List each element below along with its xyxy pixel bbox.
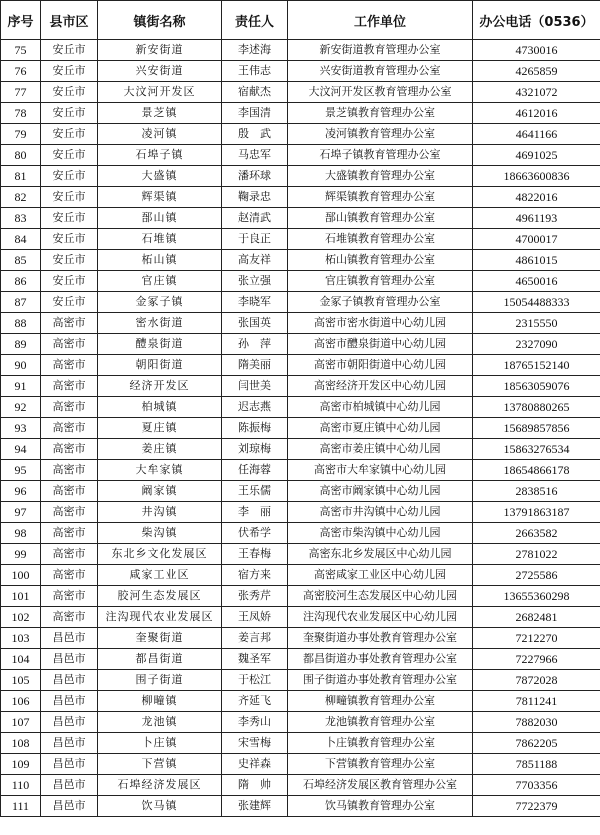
cell-town: 金冢子镇 (98, 292, 222, 313)
cell-town: 景芝镇 (98, 103, 222, 124)
cell-unit: 石埠经济发展区教育管理办公室 (288, 775, 473, 796)
header-phone: 办公电话（0536） (473, 1, 600, 40)
cell-person: 齐延飞 (222, 691, 288, 712)
cell-phone: 4641166 (473, 124, 600, 145)
table-row (1, 628, 600, 649)
cell-unit: 高密市柴沟镇中心幼儿园 (288, 523, 473, 544)
cell-person: 宿方来 (222, 565, 288, 586)
cell-index: 75 (1, 40, 41, 61)
cell-town: 大牟家镇 (98, 460, 222, 481)
cell-town: 石堆镇 (98, 229, 222, 250)
cell-county: 高密市 (41, 313, 98, 334)
header-index: 序号 (1, 1, 41, 40)
cell-unit: 石埠子镇教育管理办公室 (288, 145, 473, 166)
cell-phone: 7872028 (473, 670, 600, 691)
cell-unit: 柳疃镇教育管理办公室 (288, 691, 473, 712)
table-row (1, 607, 600, 628)
cell-phone: 18663600836 (473, 166, 600, 187)
cell-county: 昌邑市 (41, 796, 98, 817)
cell-phone: 15054488333 (473, 292, 600, 313)
cell-phone: 2315550 (473, 313, 600, 334)
cell-index: 101 (1, 586, 41, 607)
cell-phone: 18765152140 (473, 355, 600, 376)
cell-index: 84 (1, 229, 41, 250)
cell-index: 110 (1, 775, 41, 796)
cell-town: 郚山镇 (98, 208, 222, 229)
cell-county: 昌邑市 (41, 691, 98, 712)
cell-person: 王伟志 (222, 61, 288, 82)
table-row (1, 82, 600, 103)
cell-county: 安丘市 (41, 82, 98, 103)
cell-person: 史祥森 (222, 754, 288, 775)
cell-town: 龙池镇 (98, 712, 222, 733)
cell-person: 宋雪梅 (222, 733, 288, 754)
cell-county: 昌邑市 (41, 712, 98, 733)
cell-person: 魏圣军 (222, 649, 288, 670)
cell-index: 102 (1, 607, 41, 628)
cell-county: 安丘市 (41, 292, 98, 313)
table-row (1, 418, 600, 439)
cell-town: 石埠子镇 (98, 145, 222, 166)
cell-phone: 7212270 (473, 628, 600, 649)
table-row (1, 754, 600, 775)
cell-town: 辉渠镇 (98, 187, 222, 208)
cell-town: 下营镇 (98, 754, 222, 775)
table-row (1, 544, 600, 565)
cell-town: 胶河生态发展区 (98, 586, 222, 607)
cell-index: 88 (1, 313, 41, 334)
cell-index: 94 (1, 439, 41, 460)
header-unit: 工作单位 (288, 1, 473, 40)
cell-person: 赵清武 (222, 208, 288, 229)
cell-index: 87 (1, 292, 41, 313)
cell-phone: 2838516 (473, 481, 600, 502)
cell-person: 张建辉 (222, 796, 288, 817)
cell-phone: 2725586 (473, 565, 600, 586)
table-row (1, 712, 600, 733)
cell-index: 93 (1, 418, 41, 439)
cell-phone: 7862205 (473, 733, 600, 754)
cell-unit: 高密经济开发区中心幼儿园 (288, 376, 473, 397)
cell-town: 官庄镇 (98, 271, 222, 292)
cell-person: 李国清 (222, 103, 288, 124)
table-row (1, 775, 600, 796)
cell-person: 隋 帅 (222, 775, 288, 796)
cell-county: 高密市 (41, 334, 98, 355)
header-person: 责任人 (222, 1, 288, 40)
cell-index: 111 (1, 796, 41, 817)
table-row (1, 523, 600, 544)
cell-phone: 4861015 (473, 250, 600, 271)
cell-unit: 景芝镇教育管理办公室 (288, 103, 473, 124)
cell-index: 80 (1, 145, 41, 166)
cell-phone: 4650016 (473, 271, 600, 292)
cell-town: 大汶河开发区 (98, 82, 222, 103)
cell-unit: 郚山镇教育管理办公室 (288, 208, 473, 229)
cell-county: 安丘市 (41, 145, 98, 166)
cell-phone: 13791863187 (473, 502, 600, 523)
cell-county: 昌邑市 (41, 754, 98, 775)
table-row (1, 439, 600, 460)
cell-phone: 15689857856 (473, 418, 600, 439)
cell-person: 鞠录忠 (222, 187, 288, 208)
cell-phone: 2781022 (473, 544, 600, 565)
table-body (1, 40, 600, 817)
cell-phone: 4822016 (473, 187, 600, 208)
cell-index: 89 (1, 334, 41, 355)
header-town: 镇街名称 (98, 1, 222, 40)
table-row (1, 208, 600, 229)
cell-index: 90 (1, 355, 41, 376)
cell-unit: 注沟现代农业发展区中心幼儿园 (288, 607, 473, 628)
cell-person: 伏希学 (222, 523, 288, 544)
cell-phone: 7722379 (473, 796, 600, 817)
cell-index: 104 (1, 649, 41, 670)
cell-person: 李述海 (222, 40, 288, 61)
table-row (1, 166, 600, 187)
table-row (1, 229, 600, 250)
cell-unit: 高密市密水街道中心幼儿园 (288, 313, 473, 334)
cell-county: 高密市 (41, 460, 98, 481)
cell-county: 高密市 (41, 355, 98, 376)
cell-county: 高密市 (41, 481, 98, 502)
cell-index: 77 (1, 82, 41, 103)
cell-county: 昌邑市 (41, 649, 98, 670)
cell-town: 柴沟镇 (98, 523, 222, 544)
table-row (1, 376, 600, 397)
cell-unit: 兴安街道教育管理办公室 (288, 61, 473, 82)
cell-person: 马忠军 (222, 145, 288, 166)
cell-town: 经济开发区 (98, 376, 222, 397)
table-row (1, 145, 600, 166)
cell-phone: 2682481 (473, 607, 600, 628)
cell-person: 于良正 (222, 229, 288, 250)
table-row (1, 460, 600, 481)
cell-index: 103 (1, 628, 41, 649)
cell-town: 咸家工业区 (98, 565, 222, 586)
cell-unit: 奎聚街道办事处教育管理办公室 (288, 628, 473, 649)
cell-person: 闫世美 (222, 376, 288, 397)
cell-person: 李晓军 (222, 292, 288, 313)
cell-town: 大盛镇 (98, 166, 222, 187)
table-row (1, 187, 600, 208)
cell-phone: 7227966 (473, 649, 600, 670)
cell-unit: 高密市大牟家镇中心幼儿园 (288, 460, 473, 481)
cell-person: 王乐儒 (222, 481, 288, 502)
cell-county: 安丘市 (41, 208, 98, 229)
cell-person: 张立强 (222, 271, 288, 292)
cell-index: 86 (1, 271, 41, 292)
cell-phone: 7811241 (473, 691, 600, 712)
table-row (1, 61, 600, 82)
cell-unit: 柘山镇教育管理办公室 (288, 250, 473, 271)
cell-county: 昌邑市 (41, 733, 98, 754)
cell-town: 密水街道 (98, 313, 222, 334)
cell-town: 围子街道 (98, 670, 222, 691)
cell-index: 82 (1, 187, 41, 208)
cell-person: 张国英 (222, 313, 288, 334)
cell-phone: 4612016 (473, 103, 600, 124)
cell-person: 孙 萍 (222, 334, 288, 355)
header-row (1, 1, 600, 40)
cell-town: 新安街道 (98, 40, 222, 61)
cell-person: 王春梅 (222, 544, 288, 565)
cell-town: 朝阳街道 (98, 355, 222, 376)
cell-county: 安丘市 (41, 271, 98, 292)
cell-county: 高密市 (41, 607, 98, 628)
cell-unit: 官庄镇教育管理办公室 (288, 271, 473, 292)
cell-town: 柏城镇 (98, 397, 222, 418)
cell-index: 98 (1, 523, 41, 544)
cell-unit: 高密市朝阳街道中心幼儿园 (288, 355, 473, 376)
table-header (1, 1, 600, 40)
cell-county: 高密市 (41, 418, 98, 439)
table-row (1, 502, 600, 523)
cell-phone: 13655360298 (473, 586, 600, 607)
cell-phone: 4700017 (473, 229, 600, 250)
table-row (1, 397, 600, 418)
cell-town: 石埠经济发展区 (98, 775, 222, 796)
cell-index: 100 (1, 565, 41, 586)
table-row (1, 733, 600, 754)
cell-unit: 石堆镇教育管理办公室 (288, 229, 473, 250)
cell-town: 阚家镇 (98, 481, 222, 502)
table-row (1, 691, 600, 712)
cell-county: 昌邑市 (41, 628, 98, 649)
cell-county: 高密市 (41, 376, 98, 397)
cell-unit: 高密市柏城镇中心幼儿园 (288, 397, 473, 418)
cell-phone: 18563059076 (473, 376, 600, 397)
cell-town: 兴安街道 (98, 61, 222, 82)
table-row (1, 292, 600, 313)
cell-index: 78 (1, 103, 41, 124)
table-row (1, 313, 600, 334)
cell-person: 高友祥 (222, 250, 288, 271)
cell-unit: 高密市醴泉街道中心幼儿园 (288, 334, 473, 355)
cell-county: 安丘市 (41, 103, 98, 124)
cell-person: 姜言邦 (222, 628, 288, 649)
cell-unit: 都昌街道办事处教育管理办公室 (288, 649, 473, 670)
cell-index: 91 (1, 376, 41, 397)
cell-county: 安丘市 (41, 187, 98, 208)
cell-county: 安丘市 (41, 124, 98, 145)
cell-unit: 金冢子镇教育管理办公室 (288, 292, 473, 313)
table-row (1, 250, 600, 271)
table-row (1, 40, 600, 61)
cell-unit: 围子街道办事处教育管理办公室 (288, 670, 473, 691)
cell-phone: 4265859 (473, 61, 600, 82)
cell-phone: 4730016 (473, 40, 600, 61)
cell-index: 99 (1, 544, 41, 565)
cell-phone: 4961193 (473, 208, 600, 229)
cell-index: 92 (1, 397, 41, 418)
cell-person: 隋美丽 (222, 355, 288, 376)
cell-unit: 高密咸家工业区中心幼儿园 (288, 565, 473, 586)
cell-person: 刘琼梅 (222, 439, 288, 460)
cell-county: 高密市 (41, 565, 98, 586)
cell-index: 109 (1, 754, 41, 775)
cell-unit: 高密胶河生态发展区中心幼儿园 (288, 586, 473, 607)
cell-county: 高密市 (41, 502, 98, 523)
cell-unit: 高密市姜庄镇中心幼儿园 (288, 439, 473, 460)
table-row (1, 649, 600, 670)
cell-phone: 7851188 (473, 754, 600, 775)
cell-phone: 15863276534 (473, 439, 600, 460)
table-row (1, 586, 600, 607)
cell-town: 柳疃镇 (98, 691, 222, 712)
cell-unit: 辉渠镇教育管理办公室 (288, 187, 473, 208)
cell-person: 王凤娇 (222, 607, 288, 628)
cell-unit: 新安街道教育管理办公室 (288, 40, 473, 61)
cell-town: 都昌街道 (98, 649, 222, 670)
cell-index: 108 (1, 733, 41, 754)
cell-phone: 4691025 (473, 145, 600, 166)
cell-unit: 大汶河开发区教育管理办公室 (288, 82, 473, 103)
cell-index: 96 (1, 481, 41, 502)
cell-person: 于松江 (222, 670, 288, 691)
cell-town: 柘山镇 (98, 250, 222, 271)
cell-town: 卜庄镇 (98, 733, 222, 754)
header-county: 县市区 (41, 1, 98, 40)
cell-unit: 凌河镇教育管理办公室 (288, 124, 473, 145)
cell-index: 76 (1, 61, 41, 82)
cell-person: 宿献杰 (222, 82, 288, 103)
cell-county: 安丘市 (41, 250, 98, 271)
cell-phone: 2327090 (473, 334, 600, 355)
cell-county: 高密市 (41, 586, 98, 607)
cell-index: 85 (1, 250, 41, 271)
cell-unit: 饮马镇教育管理办公室 (288, 796, 473, 817)
cell-index: 97 (1, 502, 41, 523)
table-row (1, 796, 600, 817)
table-row (1, 670, 600, 691)
cell-county: 安丘市 (41, 40, 98, 61)
cell-unit: 下营镇教育管理办公室 (288, 754, 473, 775)
cell-county: 昌邑市 (41, 775, 98, 796)
table-row (1, 124, 600, 145)
cell-unit: 卜庄镇教育管理办公室 (288, 733, 473, 754)
cell-county: 高密市 (41, 439, 98, 460)
cell-unit: 大盛镇教育管理办公室 (288, 166, 473, 187)
cell-person: 任海蓉 (222, 460, 288, 481)
cell-phone: 7882030 (473, 712, 600, 733)
cell-town: 饮马镇 (98, 796, 222, 817)
cell-county: 高密市 (41, 523, 98, 544)
cell-county: 安丘市 (41, 229, 98, 250)
cell-county: 高密市 (41, 544, 98, 565)
cell-person: 李 丽 (222, 502, 288, 523)
cell-phone: 18654866178 (473, 460, 600, 481)
cell-person: 张秀芹 (222, 586, 288, 607)
table-row (1, 103, 600, 124)
cell-person: 李秀山 (222, 712, 288, 733)
cell-town: 醴泉街道 (98, 334, 222, 355)
cell-index: 83 (1, 208, 41, 229)
cell-phone: 2663582 (473, 523, 600, 544)
cell-unit: 高密市井沟镇中心幼儿园 (288, 502, 473, 523)
table-row (1, 334, 600, 355)
cell-county: 安丘市 (41, 61, 98, 82)
cell-index: 81 (1, 166, 41, 187)
table-row (1, 355, 600, 376)
cell-county: 高密市 (41, 397, 98, 418)
cell-town: 夏庄镇 (98, 418, 222, 439)
table-row (1, 271, 600, 292)
cell-unit: 龙池镇教育管理办公室 (288, 712, 473, 733)
cell-unit: 高密东北乡发展区中心幼儿园 (288, 544, 473, 565)
cell-person: 陈振梅 (222, 418, 288, 439)
cell-town: 东北乡文化发展区 (98, 544, 222, 565)
table-row (1, 481, 600, 502)
cell-county: 安丘市 (41, 166, 98, 187)
cell-unit: 高密市夏庄镇中心幼儿园 (288, 418, 473, 439)
cell-index: 105 (1, 670, 41, 691)
cell-index: 79 (1, 124, 41, 145)
cell-town: 井沟镇 (98, 502, 222, 523)
cell-town: 凌河镇 (98, 124, 222, 145)
cell-town: 姜庄镇 (98, 439, 222, 460)
cell-phone: 4321072 (473, 82, 600, 103)
cell-person: 殷 武 (222, 124, 288, 145)
cell-person: 潘环球 (222, 166, 288, 187)
cell-index: 107 (1, 712, 41, 733)
cell-phone: 13780880265 (473, 397, 600, 418)
cell-index: 95 (1, 460, 41, 481)
cell-town: 注沟现代农业发展区 (98, 607, 222, 628)
cell-phone: 7703356 (473, 775, 600, 796)
cell-town: 奎聚街道 (98, 628, 222, 649)
cell-index: 106 (1, 691, 41, 712)
cell-unit: 高密市阚家镇中心幼儿园 (288, 481, 473, 502)
cell-county: 昌邑市 (41, 670, 98, 691)
table-row (1, 565, 600, 586)
cell-person: 迟志燕 (222, 397, 288, 418)
